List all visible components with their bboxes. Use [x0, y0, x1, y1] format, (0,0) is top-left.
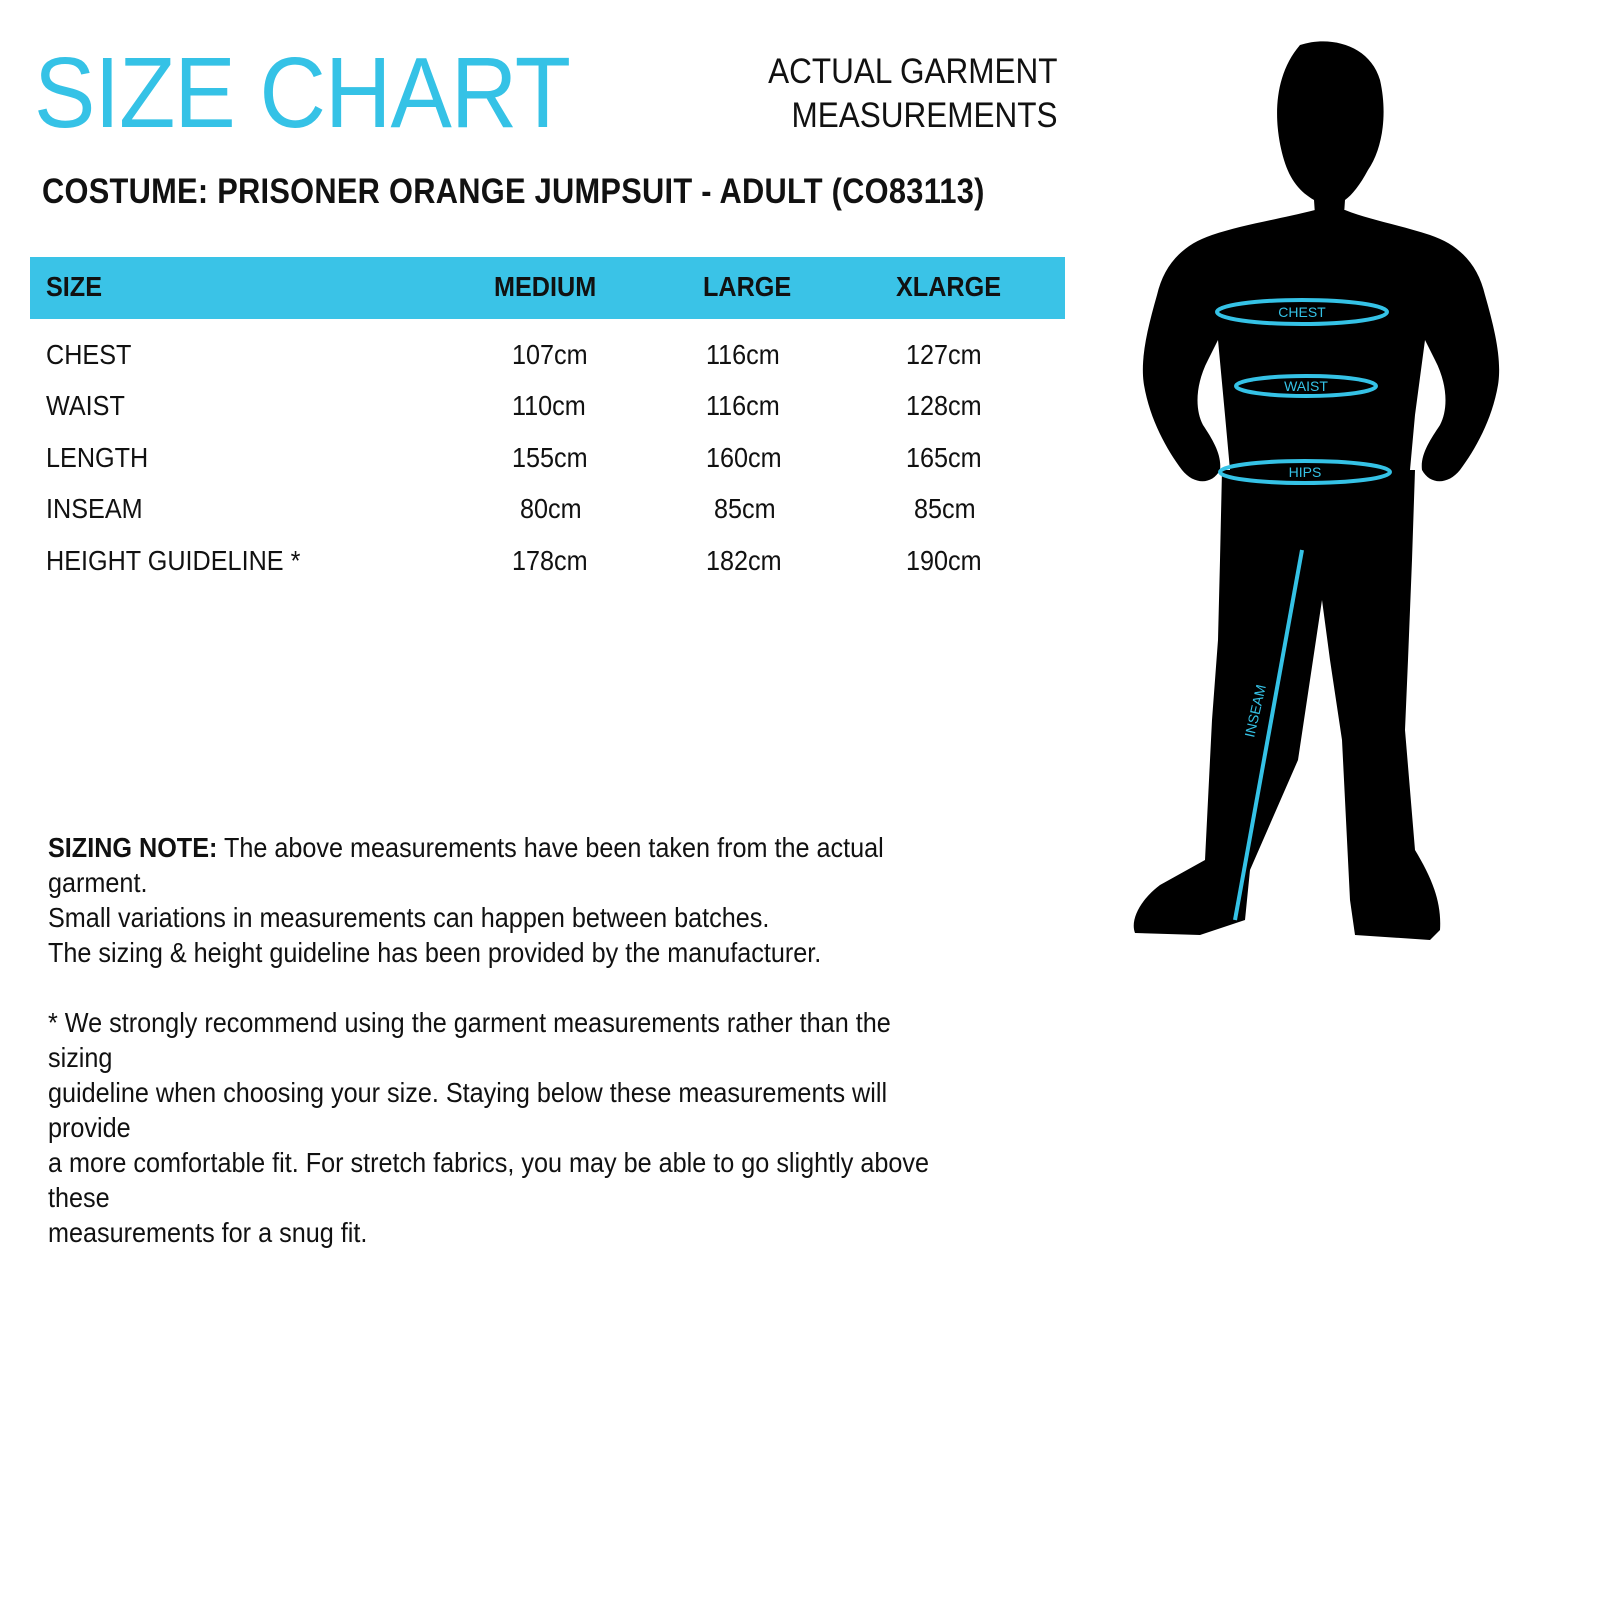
table-cell: 178cm [512, 545, 588, 576]
table-cell: 85cm [914, 493, 976, 524]
table-cell: 182cm [706, 545, 782, 576]
column-header-medium: MEDIUM [494, 271, 597, 302]
body-silhouette [1134, 41, 1499, 940]
table-row-chest [30, 339, 1065, 379]
hips-label: HIPS [1288, 464, 1322, 480]
table-cell: 80cm [520, 493, 582, 524]
chest-label: CHEST [1278, 304, 1326, 320]
row-label: INSEAM [46, 493, 143, 524]
table-cell: 116cm [706, 339, 780, 370]
sizing-note-line-1 [48, 830, 948, 900]
row-label: WAIST [46, 390, 125, 421]
inseam-label: INSEAM [1241, 682, 1269, 739]
row-label: HEIGHT GUIDELINE * [46, 545, 301, 576]
table-cell: 190cm [906, 545, 982, 576]
sizing-note [48, 830, 948, 1250]
sizing-note-line-3: The sizing & height guideline has been provided by the manufacturer. [48, 937, 822, 968]
sizing-note-line-2: Small variations in measurements can happen between batches. [48, 902, 770, 933]
recommendation-line-1: * We strongly recommend using the garment measurements rather than the sizing [48, 1007, 891, 1073]
recommendation-line-2: guideline when choosing your size. Staying below these measurements will provide [48, 1077, 888, 1143]
size-table-header [30, 257, 1065, 319]
row-label: CHEST [46, 339, 132, 370]
table-cell: 128cm [906, 390, 982, 421]
table-cell: 160cm [706, 442, 782, 473]
table-cell: 165cm [906, 442, 982, 473]
table-cell: 110cm [512, 390, 586, 421]
sizing-note-text: The above measurements have been taken from the actual garment. [48, 832, 884, 898]
recommendation-line-3: a more comfortable fit. For stretch fabrics, you may be able to go slightly above these [48, 1147, 930, 1213]
row-label: LENGTH [46, 442, 149, 473]
costume-name: COSTUME: PRISONER ORANGE JUMPSUIT - ADULT (CO83113) [42, 172, 985, 211]
column-header-size: SIZE [46, 271, 103, 302]
sizing-note-heading: SIZING NOTE: [48, 832, 218, 863]
table-row-waist [30, 390, 1065, 430]
recommendation-line-4: measurements for a snug fit. [48, 1217, 368, 1248]
table-cell: 127cm [906, 339, 982, 370]
table-cell: 107cm [512, 339, 588, 370]
table-row-height-guideline [30, 545, 1065, 585]
table-row-inseam [30, 493, 1065, 533]
table-cell: 155cm [512, 442, 588, 473]
table-cell: 116cm [706, 390, 780, 421]
waist-label: WAIST [1284, 378, 1328, 394]
column-header-large: LARGE [703, 271, 792, 302]
page-subtitle [769, 50, 1058, 138]
column-header-xlarge: XLARGE [896, 271, 1002, 302]
table-cell: 85cm [714, 493, 776, 524]
subtitle-line-1: ACTUAL GARMENT [768, 52, 1058, 91]
table-row-length [30, 442, 1065, 482]
page-title: SIZE CHART [34, 37, 571, 149]
subtitle-line-2: MEASUREMENTS [791, 96, 1058, 135]
body-measurement-figure [1130, 40, 1570, 980]
